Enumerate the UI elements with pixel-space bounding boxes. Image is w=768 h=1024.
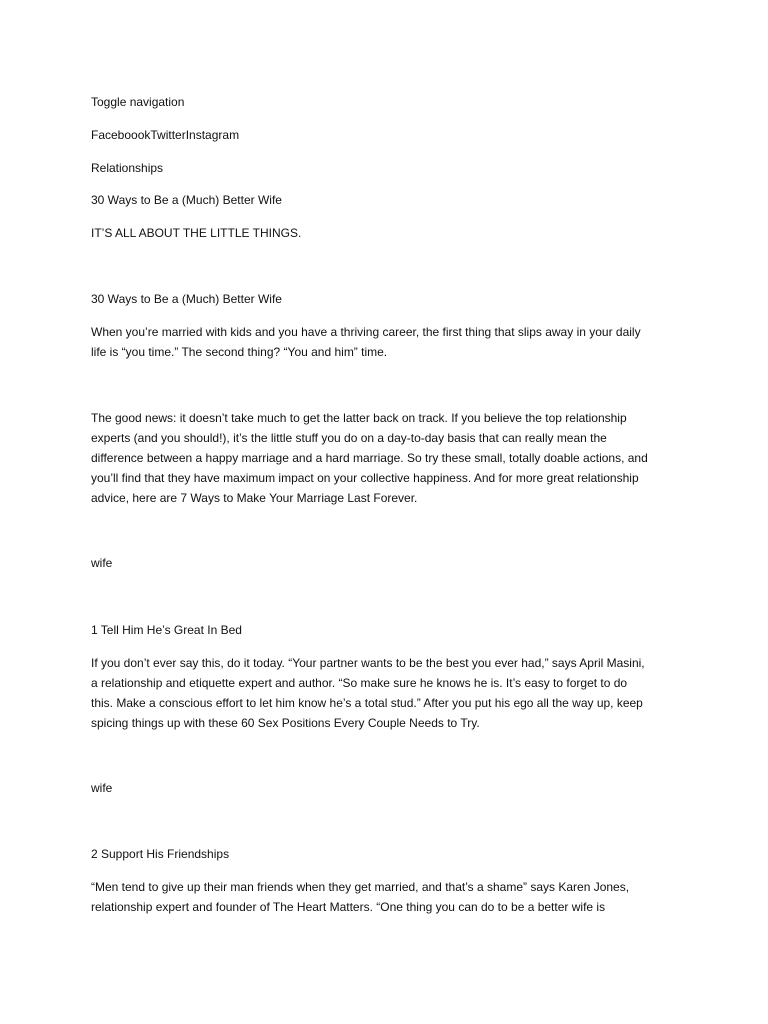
paragraph-line: When you’re married with kids and you have a thriving career, the first thing that slips away in your daily	[91, 325, 641, 339]
article-title: 30 Ways to Be a (Much) Better Wife	[91, 193, 282, 207]
intro-paragraph-1	[91, 322, 691, 362]
article-title-repeat: 30 Ways to Be a (Much) Better Wife	[91, 292, 282, 306]
item-2-body	[91, 877, 691, 917]
image-alt-text-2: wife	[91, 781, 113, 795]
item-1-heading: 1 Tell Him He’s Great In Bed	[91, 623, 242, 637]
toggle-navigation-link[interactable]: Toggle navigation	[91, 95, 185, 109]
category-link[interactable]: Relationships	[91, 161, 164, 175]
paragraph-line: “Men tend to give up their man friends when they get married, and that’s a shame” says Karen Jones,	[91, 880, 630, 894]
paragraph-line: advice, here are 7 Ways to Make Your Marriage Last Forever.	[91, 491, 418, 505]
paragraph-line: difference between a happy marriage and a hard marriage. So try these small, totally doable actions, and	[91, 451, 648, 465]
social-links[interactable]: FaceboookTwitterInstagram	[91, 128, 240, 142]
paragraph-line: The good news: it doesn’t take much to get the latter back on track. If you believe the top relationship	[91, 411, 627, 425]
item-1-body	[91, 653, 691, 733]
paragraph-line: life is “you time.” The second thing? “You and him” time.	[91, 345, 388, 359]
paragraph-line: experts (and you should!), it’s the little stuff you do on a day-to-day basis that can really mean the	[91, 431, 607, 445]
paragraph-line: a relationship and etiquette expert and author. “So make sure he knows he is. It’s easy to forget to do	[91, 676, 628, 690]
image-alt-text-1: wife	[91, 556, 113, 570]
article-dek: IT’S ALL ABOUT THE LITTLE THINGS.	[91, 226, 302, 240]
intro-paragraph-2	[91, 408, 691, 508]
paragraph-line: If you don’t ever say this, do it today. “Your partner wants to be the best you ever had,” says April Masini,	[91, 656, 645, 670]
paragraph-line: spicing things up with these 60 Sex Positions Every Couple Needs to Try.	[91, 716, 480, 730]
paragraph-line: you’ll find that they have maximum impact on your collective happiness. And for more great relationship	[91, 471, 639, 485]
paragraph-line: relationship expert and founder of The Heart Matters. “One thing you can do to be a better wife is	[91, 900, 606, 914]
item-2-heading: 2 Support His Friendships	[91, 847, 230, 861]
paragraph-line: this. Make a conscious effort to let him know he’s a total stud.” After you put his ego all the way up, keep	[91, 696, 643, 710]
